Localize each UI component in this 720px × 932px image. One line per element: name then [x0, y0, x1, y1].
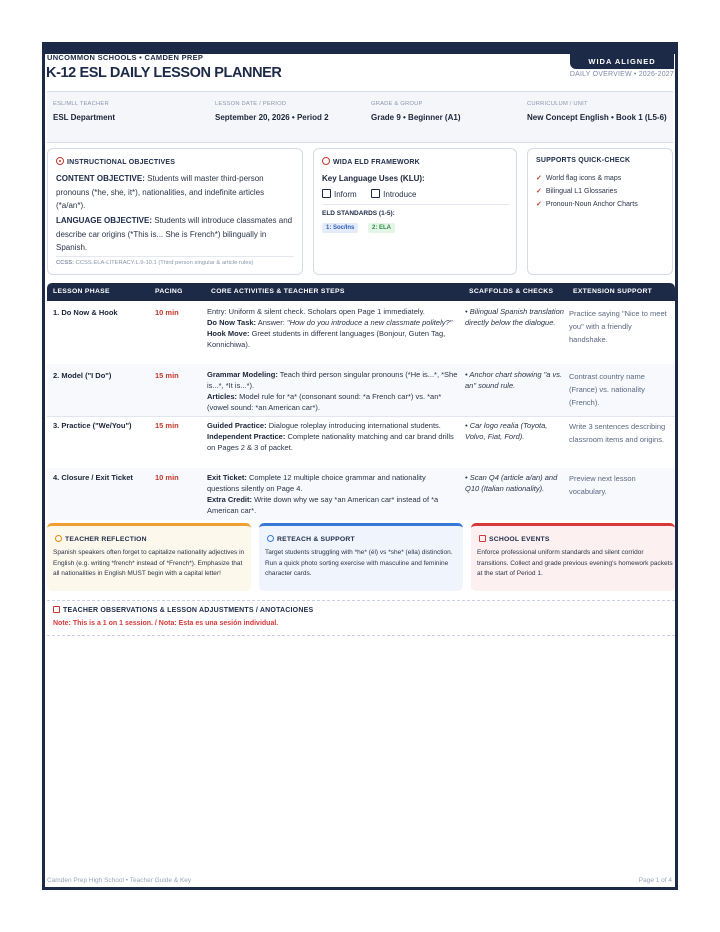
events-heading-text: SCHOOL EVENTS [489, 536, 550, 543]
core-cell [207, 306, 459, 350]
observations-section [47, 600, 675, 636]
core-step-label: Guided Practice: [207, 421, 267, 430]
core-step-text: Teach third person singular pronouns (*He is...*, *She is...*, *It is...*). [207, 370, 458, 390]
language-objective [56, 214, 294, 255]
reflection-heading-text: TEACHER REFLECTION [65, 536, 147, 543]
info-label: ESL/MLL TEACHER [53, 101, 109, 107]
wida-card [313, 148, 517, 275]
info-value: New Concept English • Book 1 (L5-6) [527, 113, 667, 122]
target-icon [56, 157, 64, 165]
core-step [207, 472, 459, 494]
content-objective [56, 172, 294, 213]
column-header: SCAFFOLDS & CHECKS [469, 288, 554, 295]
reflection-heading [55, 535, 147, 543]
table-row [47, 301, 675, 365]
eld-standards-label: ELD STANDARDS (1-5): [322, 210, 395, 217]
reflection-card [47, 523, 251, 591]
reflection-text: Spanish speakers often forget to capitalize nationality adjectives in English (e.g. writing *french* instead of *French*). Emphasize that all nationalities in English MUST begin with a capital letter! [53, 549, 245, 577]
info-grade [371, 101, 521, 124]
core-step-text: Dialogue roleplay introducing international students. [266, 421, 441, 430]
checkbox-icon [322, 189, 331, 198]
language-objective-text: Students will introduce classmates and describe car origins (*This is... She is French*) bilingually in Spanish. [56, 216, 293, 252]
observations-heading-text: TEACHER OBSERVATIONS & LESSON ADJUSTMENTS / ANOTACIONES [63, 607, 314, 614]
reteach-text: Target students struggling with *he* (él) vs *she* (ella) distinction. Run a quick photo sorting exercise with masculine and feminine character cards. [265, 549, 453, 577]
extension-cell: Practice saying "Nice to meet you" with a friendly handshake. [569, 309, 667, 344]
phase-cell: 2. Model ("I Do") [53, 371, 112, 380]
wida-heading [322, 157, 420, 166]
ccss-standard [56, 256, 294, 266]
core-step-label: Independent Practice: [207, 432, 286, 441]
footer-school: Camden Prep High School • Teacher Guide & Key [47, 877, 192, 884]
core-step-label: Hook Move: [207, 329, 250, 338]
core-step-label: Grammar Modeling: [207, 370, 278, 379]
lesson-planner-page [42, 42, 678, 890]
info-label: GRADE & GROUP [371, 101, 423, 107]
core-step-quote: "How do you introduce a new classmate politely?" [286, 318, 453, 327]
klu-use: Introduce [383, 190, 417, 199]
core-step-text: Greet students in different languages (Bonjour, Guten Tag, Konnichiwa). [207, 329, 446, 349]
core-step [207, 420, 459, 431]
eld-standard-pill: 2: ELA [368, 223, 395, 233]
pacing-cell: 15 min [155, 371, 179, 380]
core-cell [207, 472, 459, 516]
core-step-label: Exit Ticket: [207, 473, 247, 482]
lesson-info-bar [47, 91, 673, 143]
ccss-label: CCSS: [56, 260, 75, 266]
phase-cell: 4. Closure / Exit Ticket [53, 473, 133, 482]
core-step [207, 317, 459, 328]
core-step [207, 369, 459, 391]
core-cell [207, 369, 459, 413]
pacing-cell: 15 min [155, 421, 179, 430]
reteach-heading-text: RETEACH & SUPPORT [277, 536, 355, 543]
observations-note: Note: This is a 1 on 1 session. / Nota: Esta es una sesión individual. [53, 620, 279, 627]
wida-badge: WIDA ALIGNED [570, 54, 674, 69]
extension-cell: Write 3 sentences describing classroom items and origins. [569, 422, 666, 444]
table-row [47, 416, 675, 469]
objectives-card [47, 148, 303, 275]
pacing-cell: 10 min [155, 473, 179, 482]
support-item-text: Bilingual L1 Glossaries [545, 188, 618, 195]
core-step-label: Articles: [207, 392, 238, 401]
overview-subtitle: DAILY OVERVIEW • 2026-2027 [569, 71, 674, 78]
pacing-cell: 10 min [155, 308, 179, 317]
calendar-icon [479, 535, 486, 542]
info-label: LESSON DATE / PERIOD [215, 101, 287, 107]
core-step-text: Write down why we say *an American car* instead of *a American car*. [207, 495, 439, 515]
page-title: K-12 ESL DAILY LESSON PLANNER [46, 65, 282, 81]
info-value: Grade 9 • Beginner (A1) [371, 113, 461, 122]
phase-cell: 1. Do Now & Hook [53, 308, 118, 317]
core-step-text: Complete nationality matching and car brand drills on Pages 2 & 3 of packet. [207, 432, 454, 452]
lesson-table-header [47, 283, 675, 301]
check-mark-icon: ✓ [536, 201, 542, 208]
content-objective-label: CONTENT OBJECTIVE: [56, 174, 145, 183]
help-circle-icon [267, 535, 274, 542]
scaffold-cell: • Scan Q4 (article a/an) and Q10 (Italian nationality). [465, 473, 558, 493]
core-step [207, 494, 459, 516]
info-label: CURRICULUM / UNIT [527, 101, 588, 107]
content-objective-text: Students will master third-person pronouns (*he, she, it*), nationalities, and indefinite articles (*a/an*). [56, 174, 265, 210]
info-curriculum [527, 101, 667, 124]
eld-standard-pill: 1: Soc/Ins [322, 223, 358, 233]
info-value: ESL Department [53, 113, 116, 122]
wida-heading-text: WIDA ELD FRAMEWORK [333, 159, 420, 166]
core-step-text: Answer: [256, 318, 287, 327]
core-step-text: Model rule for *a* (consonant sound: *a French car*) vs. *an* (vowel sound: *an American car*). [207, 392, 442, 412]
column-header: LESSON PHASE [53, 288, 110, 295]
objectives-heading [56, 157, 175, 166]
support-item [536, 174, 621, 182]
core-step-label: Extra Credit: [207, 495, 253, 504]
support-item-text: World flag icons & maps [545, 175, 622, 182]
check-mark-icon: ✓ [536, 188, 542, 195]
core-step-text: Complete 12 multiple choice grammar and nationality questions silently on Page 4. [207, 473, 426, 493]
column-header: EXTENSION SUPPORT [573, 288, 653, 295]
core-step-text: Entry: Uniform & silent check. Scholars open Page 1 immediately. [207, 307, 425, 316]
phase-cell: 3. Practice ("We/You") [53, 421, 132, 430]
table-row [47, 468, 675, 520]
check-mark-icon: ✓ [536, 175, 542, 182]
observations-heading [53, 606, 313, 614]
support-item-text: Pronoun-Noun Anchor Charts [545, 201, 638, 208]
extension-cell: Preview next lesson vocabulary. [569, 474, 636, 496]
events-text: Enforce professional uniform standards and silent corridor transitions. Collect and grade previous evening's homework packets at the start of Period 1. [477, 549, 673, 577]
info-date [215, 101, 365, 124]
reteach-heading [267, 535, 355, 543]
extension-cell: Contrast country name (France) vs. nationality (French). [569, 372, 645, 407]
scaffold-cell: • Bilingual Spanish translation directly below the dialogue. [465, 307, 564, 327]
core-cell [207, 420, 459, 453]
klu-use: Inform [334, 190, 357, 199]
klu-label: Key Language Uses (KLU): [322, 174, 425, 183]
footer-page-number: Page 1 of 4 [638, 877, 672, 884]
klu-uses [322, 189, 417, 199]
reteach-card [259, 523, 463, 591]
scaffold-cell: • Anchor chart showing "a vs. an" sound rule. [465, 370, 563, 390]
core-step [207, 391, 459, 413]
info-teacher [53, 101, 203, 124]
scaffold-cell: • Car logo realia (Toyota, Volvo, Fiat, Ford). [465, 421, 548, 441]
ccss-text: CCSS.ELA-LITERACY.L.9-10.1 (Third person singular & article rules) [74, 260, 254, 266]
school-name: UNCOMMON SCHOOLS • CAMDEN PREP [47, 53, 204, 62]
events-card [471, 523, 675, 591]
table-row [47, 364, 675, 417]
edit-icon [53, 606, 60, 613]
objectives-heading-text: INSTRUCTIONAL OBJECTIVES [67, 159, 176, 166]
core-step-label: Do Now Task: [207, 318, 257, 327]
support-item [536, 200, 638, 208]
info-value: September 20, 2026 • Period 2 [215, 113, 329, 122]
checkbox-icon [371, 189, 380, 198]
supports-heading: SUPPORTS QUICK-CHECK [536, 157, 631, 164]
column-header: PACING [155, 288, 183, 295]
core-step [207, 431, 459, 453]
language-objective-label: LANGUAGE OBJECTIVE: [56, 216, 153, 225]
core-step [207, 328, 459, 350]
events-heading [479, 535, 550, 543]
column-header: CORE ACTIVITIES & TEACHER STEPS [211, 288, 345, 295]
globe-icon [322, 157, 330, 165]
support-item [536, 187, 617, 195]
supports-card [527, 148, 673, 275]
core-step [207, 306, 459, 317]
smile-icon [55, 535, 62, 542]
